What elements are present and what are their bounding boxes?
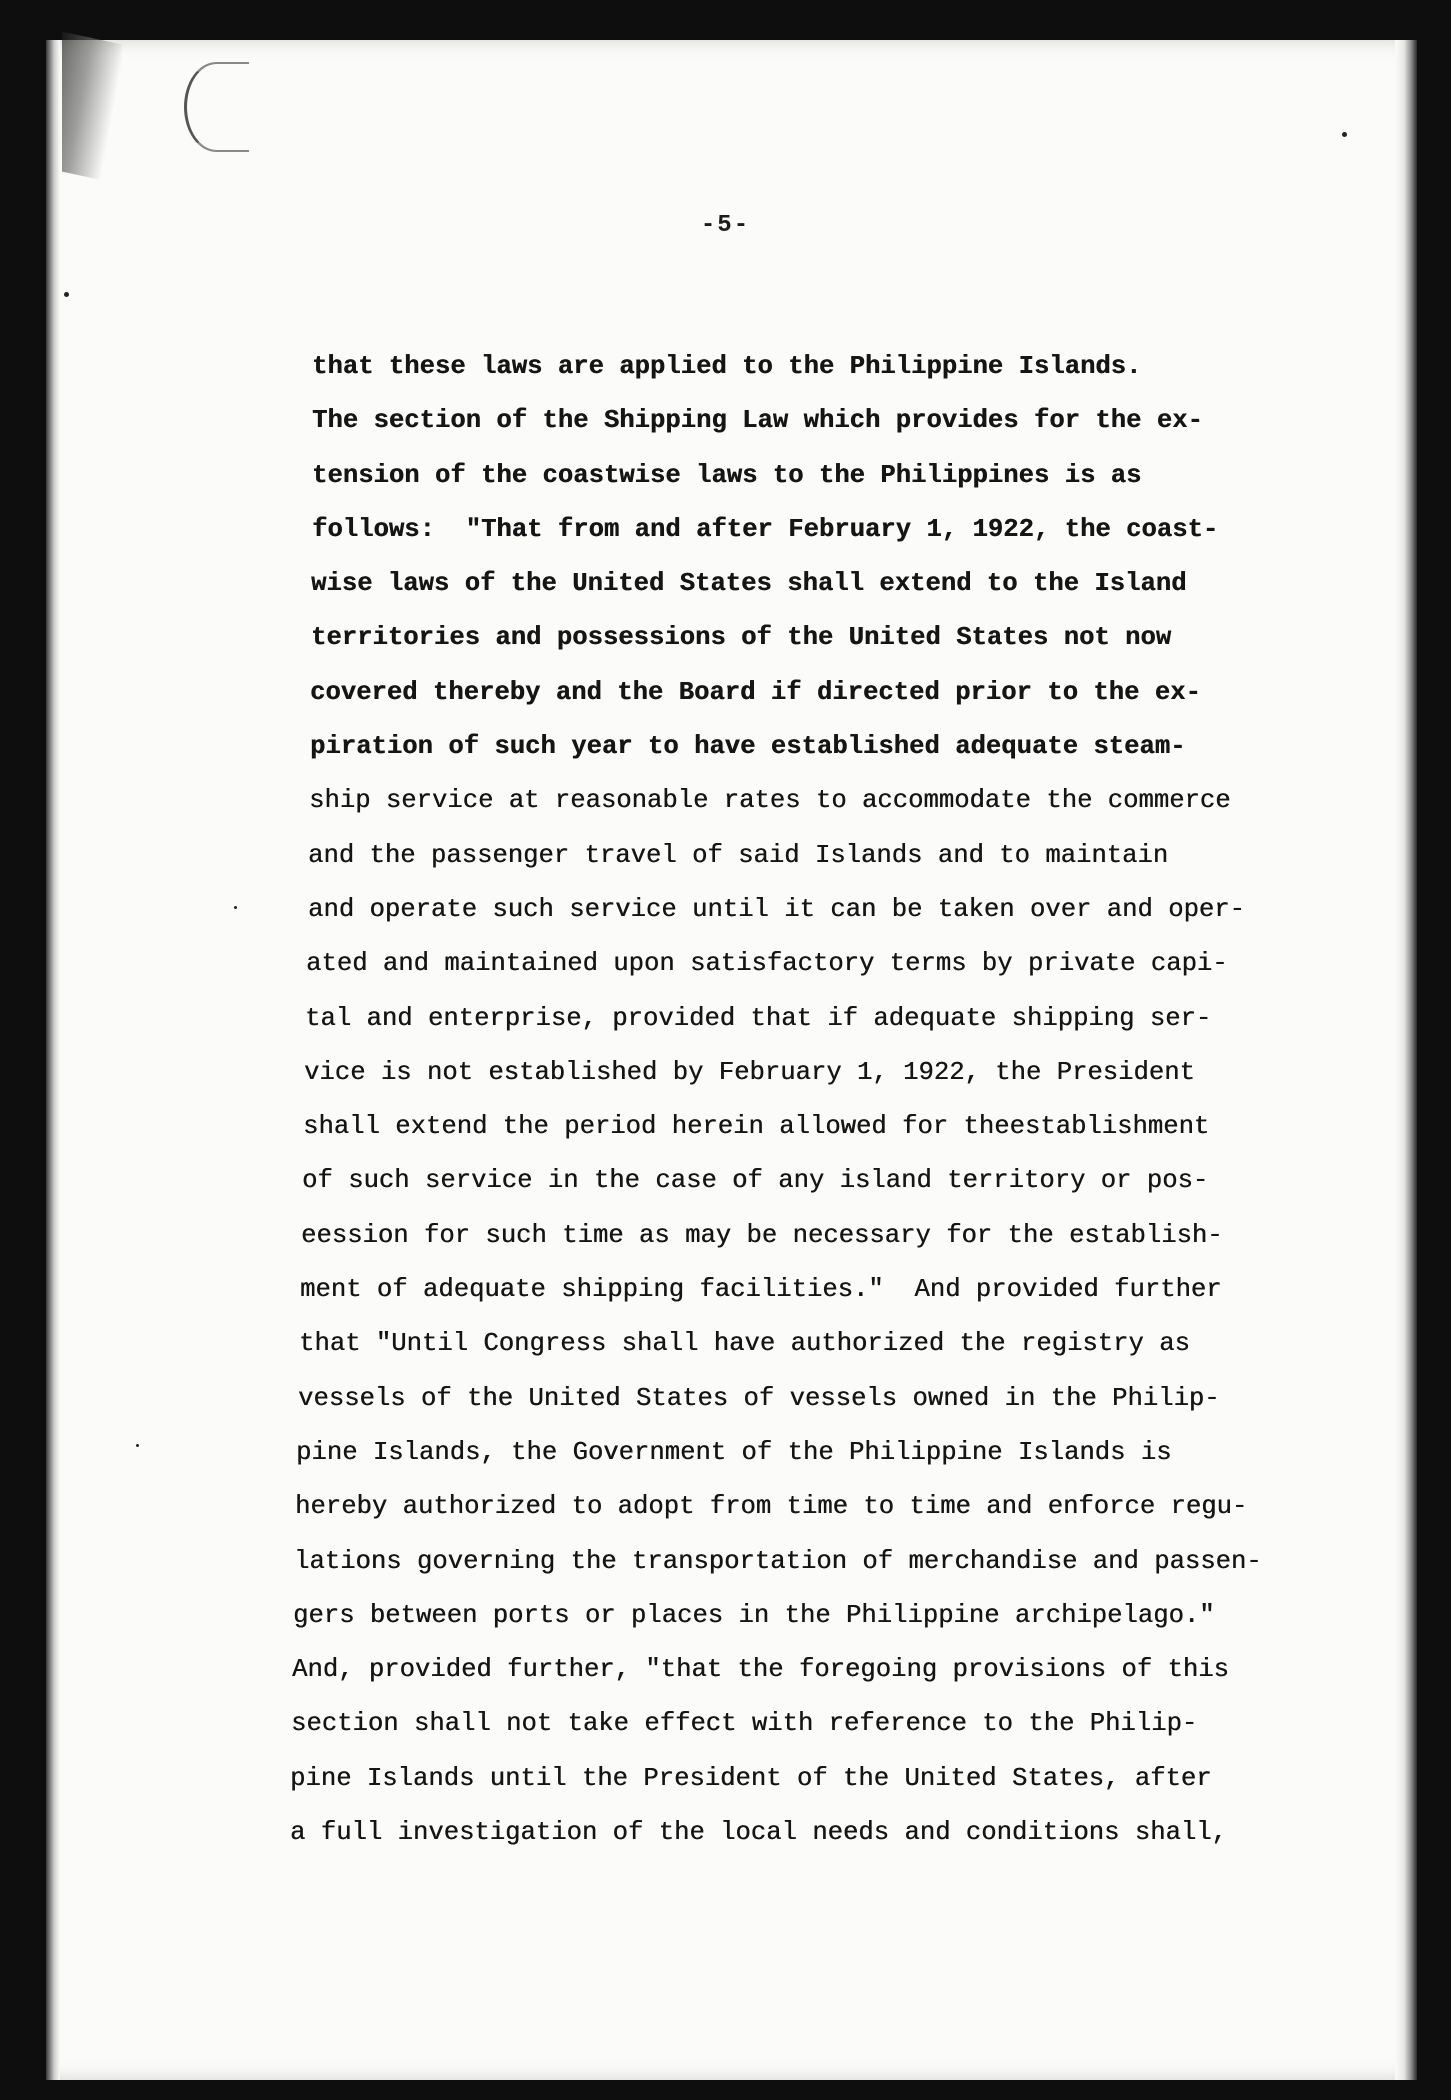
text-line: hereby authorized to adopt from time to time and enforce regu- bbox=[295, 1492, 1248, 1522]
text-line: section shall not take effect with reference to the Philip- bbox=[291, 1709, 1198, 1739]
text-line: lations governing the transportation of merchandise and passen- bbox=[294, 1546, 1262, 1576]
text-line: pine Islands until the President of the United States, after bbox=[290, 1763, 1212, 1793]
text-line: territories and possessions of the United States not now bbox=[311, 623, 1172, 653]
text-line: ment of adequate shipping facilities." And provided further bbox=[300, 1275, 1222, 1305]
text-line: follows: "That from and after February 1, 1922, the coast- bbox=[312, 514, 1219, 544]
text-line: And, provided further, "that the foregoing provisions of this bbox=[292, 1655, 1229, 1685]
scan-speck bbox=[64, 292, 69, 297]
text-line: covered thereby and the Board if directed prior to the ex- bbox=[310, 677, 1201, 707]
text-line: vessels of the United States of vessels owned in the Philip- bbox=[298, 1383, 1220, 1413]
scan-speck bbox=[234, 906, 237, 909]
text-line: of such service in the case of any island territory or pos- bbox=[302, 1166, 1209, 1196]
text-line: that these laws are applied to the Philippine Islands. bbox=[312, 352, 1142, 381]
text-line: ated and maintained upon satisfactory terms by private capi- bbox=[306, 949, 1228, 979]
text-line: tension of the coastwise laws to the Philippines is as bbox=[312, 460, 1142, 490]
page-number: -5- bbox=[700, 212, 751, 239]
text-line: tal and enterprise, provided that if adequate shipping ser- bbox=[305, 1003, 1212, 1033]
text-line: eession for such time as may be necessary for the establish- bbox=[301, 1220, 1223, 1250]
text-line: gers between ports or places in the Philippine archipelago." bbox=[293, 1600, 1215, 1630]
scan-speck bbox=[1342, 132, 1347, 137]
text-line: piration of such year to have established adequate steam- bbox=[310, 732, 1186, 762]
punch-hole-mark bbox=[184, 62, 249, 152]
text-line: that "Until Congress shall have authorized the registry as bbox=[299, 1329, 1190, 1359]
text-line: shall extend the period herein allowed for theestablishment bbox=[303, 1112, 1210, 1142]
body-text bbox=[290, 340, 1330, 1860]
text-line: ship service at reasonable rates to accommodate the commerce bbox=[309, 786, 1231, 816]
text-line: a full investigation of the local needs and conditions shall, bbox=[290, 1818, 1227, 1848]
text-line: vice is not established by February 1, 1922, the President bbox=[304, 1057, 1195, 1087]
text-line: pine Islands, the Government of the Philippine Islands is bbox=[296, 1437, 1172, 1467]
sheet-left-edge bbox=[46, 40, 60, 2080]
scan-speck bbox=[136, 1444, 139, 1447]
text-line: and the passenger travel of said Islands and to maintain bbox=[308, 840, 1169, 870]
text-line: The section of the Shipping Law which provides for the ex- bbox=[312, 406, 1203, 436]
text-line: and operate such service until it can be taken over and oper- bbox=[308, 894, 1245, 924]
sheet-right-edge bbox=[1395, 40, 1417, 2080]
text-line: wise laws of the United States shall extend to the Island bbox=[311, 569, 1187, 599]
page-curl-shadow bbox=[62, 32, 122, 185]
